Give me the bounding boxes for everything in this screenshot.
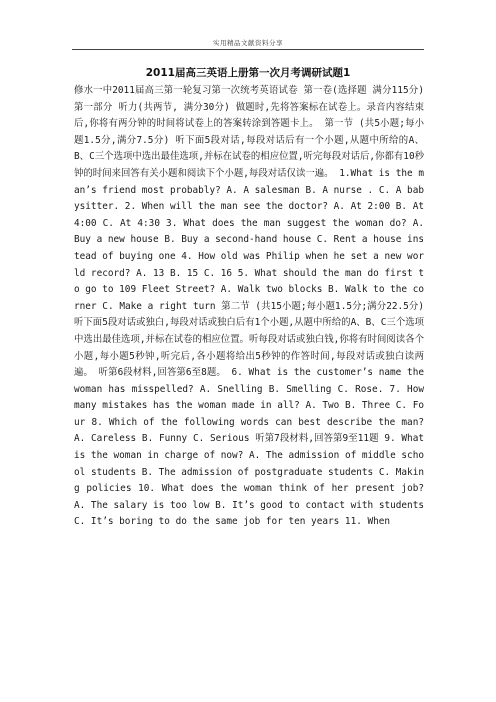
document-body: 修水一中2011届高三第一轮复习第一次统考英语试卷 第一卷(选择题 满分115分) 第一部分 听力(共两节, 满分30分) 做题时,先将答案标在试卷上。录音内容结束后,你将有两分钟的时间将试卷上的答案转涂到答题卡上。 第一节 (共5小题;每小题1.5分,满分7.5分) 听下面5段对话,每段对话后有一个小题,从题中所给的A、B、C三个选项中选出最佳选项,并标在试卷的相应位置,听完每段对话后,你都有10秒钟的时间来回答有关小题和阅读下个小题,每段对话仅读一遍。 1.What is the man’s friend most probably? A. A salesman B. A nurse . C. A babysitter. 2. When will the man see the doctor? A. At 2:00 B. At 4:00 C. At 4:30 3. What does the man suggest the woman do? A. Buy a new house B. Buy a second-hand house C. Rent a house instead of buying one 4. How old was Philip when he set a new world record? A. 13 B. 15 C. 16 5. What should the man do first to go to 109 Fleet Street? A. Walk two blocks B. Walk to the corner C. Make a right turn 第二节 (共15小题;每小题1.5分;满分22.5分) 听下面5段对话或独白,每段对话或独白后有1个小题,从题中所给的A、B、C三个选项中选出最佳选项,并标在试卷的相应位置。听每段对话或独白钱,你将有时间阅读各个小题,每小题5秒钟,听完后,各小题将给出5秒钟的作答时间,每段对话或独白读两遍。 听第6段材料,回答第6至8题。 6. What is the customer’s name the woman has misspelled? A. Snelling B. Smelling C. Rose. 7. How many mistakes has the woman made in all? A. Two B. Three C. Four 8. Which of the following words can best describe the man? A. Careless B. Funny C. Serious 听第7段材料,回答第9至11题 9. What is the woman in charge of now? A. The admission of middle school students B. The admission of postgraduate students C. Making policies 10. What does the woman think of her present job? A. The salary is too low B. It’s good to contact with students C. It’s boring to do the same job for ten years 11. When: [74, 85, 424, 528]
document-title: 2011届高三英语上册第一次月考调研试题1: [145, 67, 351, 79]
page-header: 实用精品文献资料分享: [213, 39, 283, 47]
header-divider: [72, 49, 424, 50]
